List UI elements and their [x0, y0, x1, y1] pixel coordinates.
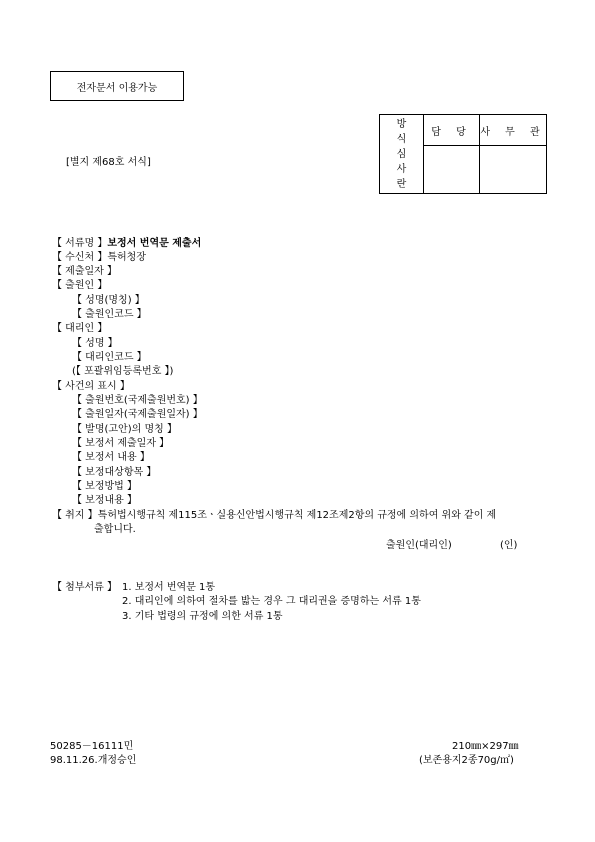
purpose-line-1: 【 취지 】특허법시행규칙 제115조ㆍ실용신안법시행규칙 제12조제2항의 규정에 의하여 위와 같이 제 [52, 510, 497, 521]
document-name: 보정서 번역문 제출서 [107, 238, 202, 249]
attachment-item: 3. 기타 법령의 규정에 의한 서류 1통 [122, 611, 283, 622]
footer-code: 50285－16111민 [50, 741, 134, 752]
field-submission-date: 【 제출일자 】 [52, 266, 117, 277]
field-agent: 【 대리인 】 [52, 323, 108, 334]
attachments-label: 【 첨부서류 】 [52, 582, 117, 593]
field-amendment-submission-date: 【 보정서 제출일자 】 [72, 438, 170, 449]
approval-staff-cell[interactable] [424, 146, 480, 194]
field-application-date: 【 출원일자(국제출원일자) 】 [72, 409, 203, 420]
attachment-item: 1. 보정서 번역문 1통 [122, 582, 216, 593]
approval-review-label: 방 식 심 사 란 [380, 115, 424, 194]
approval-header-staff: 담 당 [424, 115, 480, 146]
approval-header-officer: 사 무 관 [480, 115, 547, 146]
field-general-power-number: (【 포괄위임등록번호 】) [72, 366, 174, 377]
field-application-number: 【 출원번호(국제출원번호) 】 [72, 395, 203, 406]
field-applicant: 【 출원인 】 [52, 280, 108, 291]
footer-paper-size: 210㎜×297㎜ [452, 741, 519, 752]
approval-table [379, 114, 547, 194]
field-applicant-name: 【 성명(명칭) 】 [72, 295, 145, 306]
document-name-line: 【 서류명 】보정서 번역문 제출서 [52, 238, 202, 249]
field-amendment-method: 【 보정방법 】 [72, 481, 137, 492]
field-case-indication: 【 사건의 표시 】 [52, 381, 130, 392]
footer-paper-type: (보존용지2종70g/㎡) [419, 755, 514, 766]
field-amendment-target: 【 보정대상항목 】 [72, 467, 157, 478]
field-agent-name: 【 성명 】 [72, 338, 118, 349]
applicant-signature: 출원인(대리인) [386, 540, 452, 551]
field-recipient: 【 수신처 】특허청장 [52, 252, 146, 263]
approval-officer-cell[interactable] [480, 146, 547, 194]
field-agent-code: 【 대리인코드 】 [72, 352, 147, 363]
attachment-item: 2. 대리인에 의하여 절차를 밟는 경우 그 대리권을 증명하는 서류 1통 [122, 596, 421, 607]
field-applicant-code: 【 출원인코드 】 [72, 309, 147, 320]
purpose-line-2: 출합니다. [94, 524, 136, 535]
form-reference: [별지 제68호 서식] [66, 157, 151, 168]
electronic-document-badge: 전자문서 이용가능 [50, 71, 184, 101]
field-invention-title: 【 발명(고안)의 명칭 】 [72, 424, 177, 435]
field-amendment-content: 【 보정내용 】 [72, 495, 137, 506]
field-amendment-content-header: 【 보정서 내용 】 [72, 452, 150, 463]
seal-mark: (인) [500, 540, 518, 551]
footer-approval-date: 98.11.26.개정승인 [50, 755, 137, 766]
